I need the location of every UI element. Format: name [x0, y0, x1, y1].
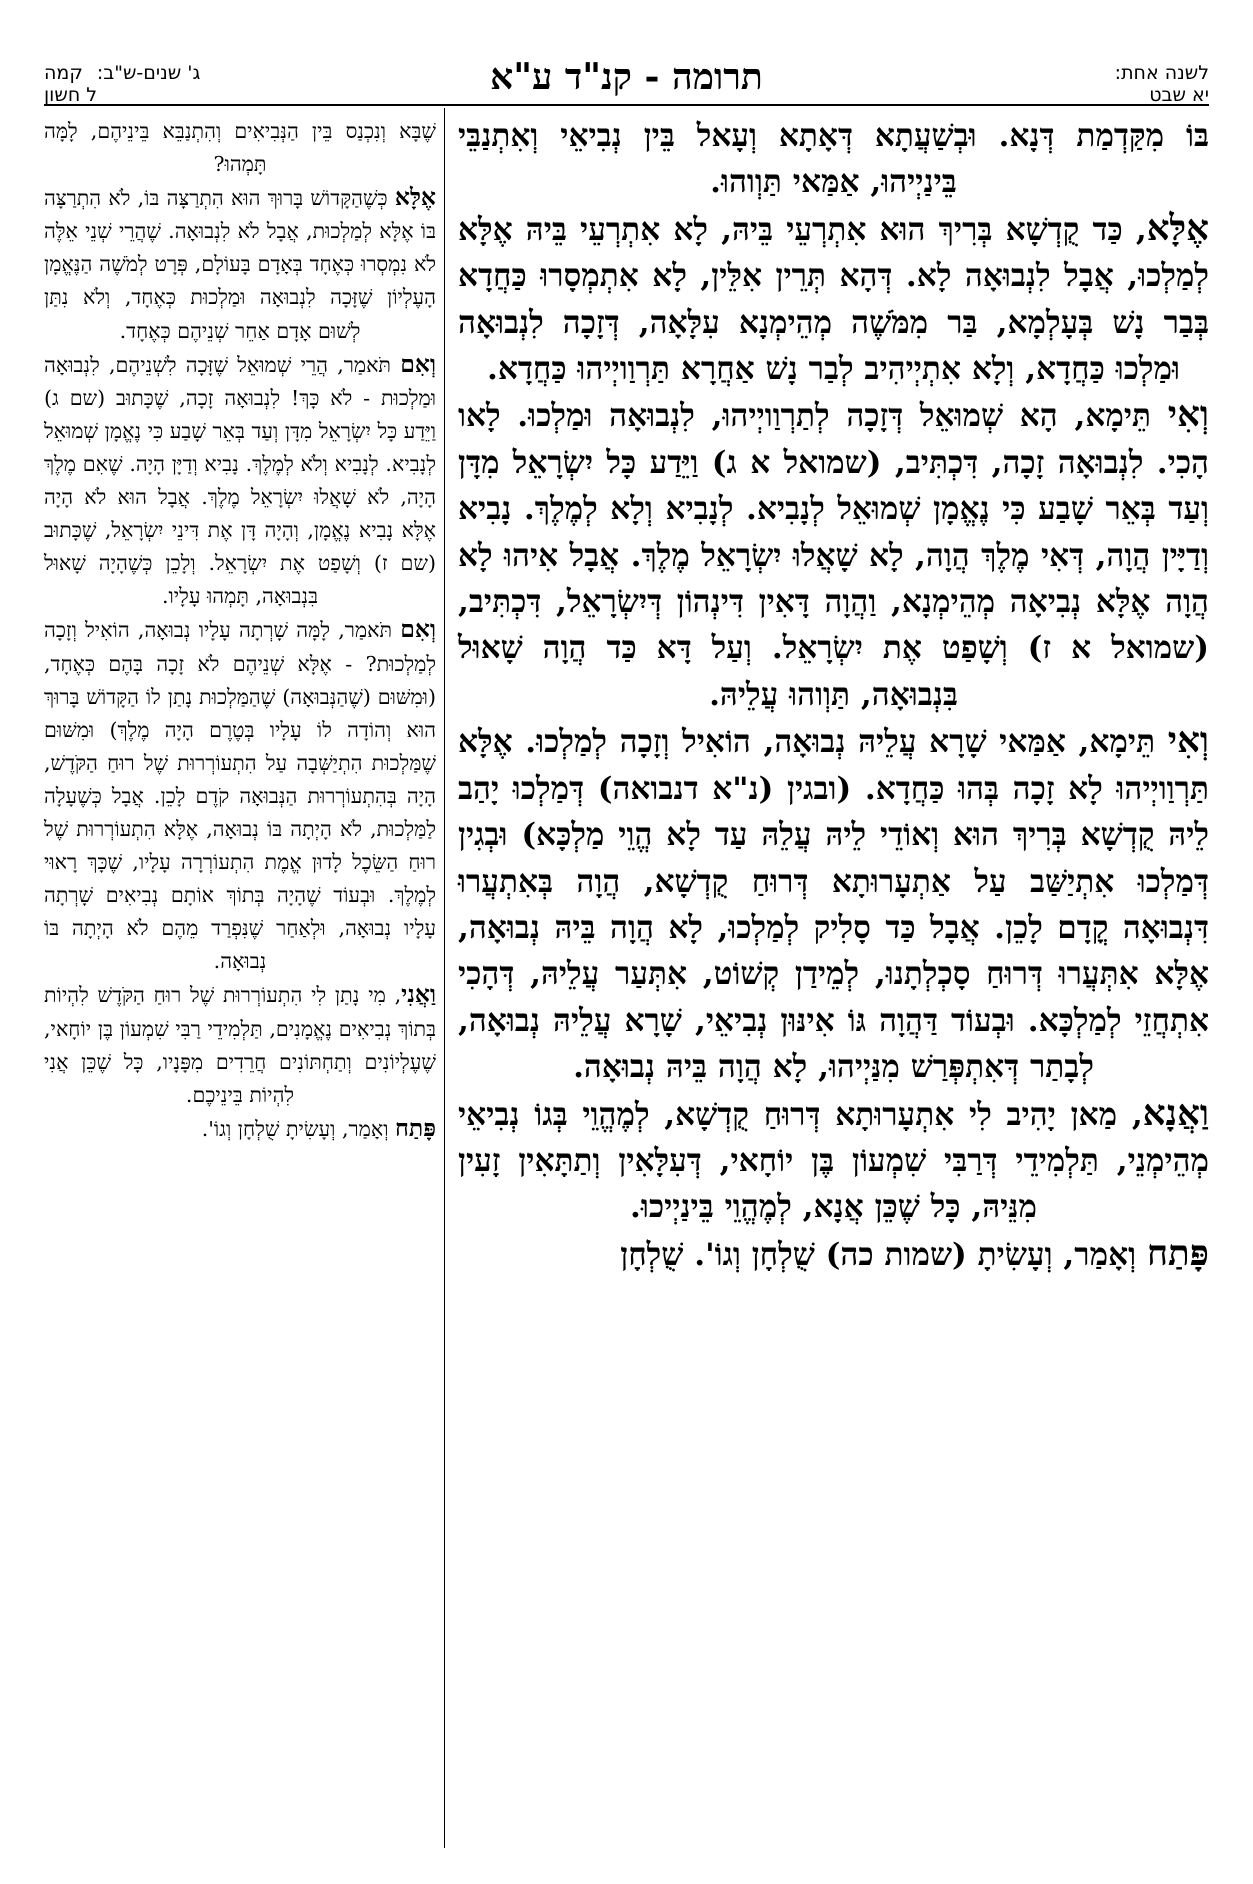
schedule-label-three-years: ג' שנים-ש"ב: [96, 62, 201, 84]
opening-word: פָּתַח [395, 1113, 436, 1142]
translation-paragraph [44, 114, 436, 181]
main-paragraph [458, 112, 1209, 206]
translation-paragraph [44, 1112, 436, 1146]
main-paragraph [458, 718, 1209, 1090]
opening-word: וְאִם [400, 615, 436, 644]
paragraph-text: תֵּימָא, הָא שְׁמוּאֵל דְּזָכָה לְתַרְוַויְיהוּ, לִנְבוּאָה וּמַלְכוּ. לָאו הָכִי. לִנְבוּאָה זָכָה, דִּכְתִּיב, (שמואל א ג) וַיֵּדַע כָּל יִשְׂרָאֵל מִדָּן וְעַד בְּאֵר שָׁבַע כִּי נֶאֱמָן שְׁמוּאֵל לְנָבִיא. לְנָבִיא וְלָא לְמֶלֶךְ. נָבִיא וְדַיָּין הֲוָה, דְּאִי מֶלֶךְ הֲוָה, לָא שָׁאֲלוּ יִשְׂרָאֵל מֶלֶךְ. אֲבָל אִיהוּ לָא הֲוָה אֶלָּא נְבִיאָה מְהֵימְנָא, וַהֲוָה דָּאִין דִּינְהוֹן דְּיִשְׂרָאֵל, דִּכְתִּיב, (שמואל א ז) וְשָׁפַט אֶת יִשְׂרָאֵל. וְעַל דָּא כַּד הֲוָה שָׁאוּל בִּנְבוּאָה, תַּוְוהוּ עֲלֵיהּ. [458, 398, 1209, 713]
page-number: קמה [44, 62, 83, 84]
opening-word: וְאִי [1167, 394, 1209, 436]
page-title: תרומה - קנ"ד ע"א [490, 56, 763, 98]
opening-word: פָּתַח [1146, 1232, 1209, 1274]
main-paragraph [458, 1231, 1209, 1278]
schedule-date-one-year: יא שבט [1149, 84, 1209, 106]
paragraph-text: תֹּאמַר, הֲרֵי שְׁמוּאֵל שֶׁזָּכָה לִשְׁנֵיהֶם, לִנְבוּאָה וּמַלְכוּת - לֹא כָּךְ! לִנְבוּאָה זָכָה, שֶׁכָּתוּב (שם ג) וַיֵּדַע כָּל יִשְׂרָאֵל מִדָּן וְעַד בְּאֵר שָׁבַע כִּי נֶאֱמָן שְׁמוּאֵל לְנָבִיא. לְנָבִיא וְלֹא לְמֶלֶךְ. נָבִיא וְדַיָּן הָיָה. שֶׁאִם מֶלֶךְ הָיָה, לֹא שָׁאֲלוּ יִשְׂרָאֵל מֶלֶךְ. אֲבָל הוּא לֹא הָיָה אֶלָּא נָבִיא נֶאֱמָן, וְהָיָה דָּן אֶת דִּינֵי יִשְׂרָאֵל, שֶׁכָּתוּב (שם ז) וְשָׁפַט אֶת יִשְׂרָאֵל. וְלָכֵן כְּשֶׁהָיָה שָׁאוּל בִּנְבוּאָה, תָּמְהוּ עָלָיו. [44, 352, 436, 609]
main-paragraph [458, 392, 1209, 718]
translation-paragraph [44, 613, 436, 978]
paragraph-text: וְאָמַר, וְעָשִׂיתָ (שמות כה) שֻׁלְחָן וְגוֹ'. שֻׁלְחָן [620, 1236, 1147, 1273]
translation-paragraph [44, 181, 436, 347]
column-divider [444, 108, 445, 1848]
opening-word: אֶלָּא [1146, 207, 1209, 249]
main-paragraph [458, 1091, 1209, 1231]
main-paragraph [458, 206, 1209, 393]
reading-schedule-three-years [44, 62, 200, 106]
paragraph-text: , מַאן יָהִיב לִי אִתְעָרוּתָא דְּרוּחַ קֻדְשָׁא, לְמֶהֱוֵי בְּגוֹ נְבִיאֵי מְהֵימְנֵי, תַּלְמִידֵי דְּרַבִּי שִׁמְעוֹן בֶּן יוֹחָאי, דְּעִלָּאִין וְתַתָּאִין זָעִין מִנֵּיהּ, כָּל שֶׁכֵּן אֲנָא, לְמֶהֱוֵי בֵּינַיְיכוּ. [458, 1096, 1209, 1226]
translation-paragraph [44, 978, 436, 1111]
opening-word: וְאִי [1167, 720, 1209, 762]
paragraph-text: שֶׁבָּא וְנִכְנַס בֵּין הַנְּבִיאִים וְהִתְנַבֵּא בֵּינֵיהֶם, לָמָּה תָּמְהוּ? [44, 119, 436, 177]
paragraph-text: וְאָמַר, וְעָשִׂיתָ שֻׁלְחָן וְגוֹ'. [201, 1116, 396, 1141]
opening-word: אֶלָּא [394, 183, 436, 212]
paragraph-text: תֹּאמַר, לָמָּה שָׁרְתָה עָלָיו נְבוּאָה, הוֹאִיל וְזָכָה לְמַלְכוּת? - אֶלָּא שְׁנֵיהֶם לֹא זָכָה בָּהֶם כְּאֶחָד, (וּמִשּׁוּם (שֶׁהַנְּבוּאָה) שֶׁהַמַּלְכוּת נָתַן לוֹ הַקָּדוֹשׁ בָּרוּךְ הוּא וְהוֹדָה לוֹ עָלָיו בְּטֶרֶם הָיָה מֶלֶךְ) וּמִשּׁוּם שֶׁמַּלְכוּת הִתְיַשְּׁבָה עַל הִתְעוֹרְרוּת שֶׁל רוּחַ הַקֹּדֶשׁ, הָיָה בְּהִתְעוֹרְרוּת הַנְּבוּאָה קֹדֶם לָכֵן. אֲבָל כְּשֶׁעָלָה לַמַּלְכוּת, לֹא הָיְתָה בּוֹ נְבוּאָה, אֶלָּא הִתְעוֹרְרוּת שֶׁל רוּחַ הַשֵּׂכֶל לָדוּן אֱמֶת הִתְעוֹרְרָה עָלָיו, שֶׁכָּךְ רָאוּי לְמֶלֶךְ. וּבְעוֹד שֶׁהָיָה בְּתוֹךְ אוֹתָם נְבִיאִים שָׁרְתָה עָלָיו נְבוּאָה, וּלְאַחַר שֶׁנִּפְרַד מֵהֶם לֹא הָיְתָה בּוֹ נְבוּאָה. [44, 618, 436, 974]
paragraph-text: , כַּד קֻדְשָׁא בְּרִיךְ הוּא אִתְרְעֵי בֵּיהּ, לָא אִתְרְעֵי בֵּיהּ אֶלָּא לְמַלְכוּ, אֲבָל לִנְבוּאָה לָא. דְּהָא תְּרֵין אִלֵּין, לָא אִתְמְסָרוּ כַּחֲדָא בְּבַר נָשׁ בְּעָלְמָא, בַּר מִמֹּשֶׁה מְהֵימְנָא עִלָּאָה, דְּזָכָה לִנְבוּאָה וּמַלְכוּ כַּחֲדָא, וְלָא אִתְיְיהִיב לְבַר נָשׁ אַחֲרָא תַּרְוַויְיהוּ כַּחֲדָא. [458, 211, 1209, 388]
header-divider [44, 104, 1209, 106]
main-text-column [458, 112, 1209, 1278]
translation-column [44, 114, 436, 1146]
paragraph-text: תֵּימָא, אַמַּאי שָׁרָא עֲלֵיהּ נְבוּאָה, הוֹאִיל וְזָכָה לְמַלְכוּ. אֶלָּא תַּרְוַויְיהוּ לָא זָכָה בְּהוּ כַּחֲדָא. (ובגין (נ"א דנבואה) דְּמַלְכוּ יָהַב לֵיהּ קֻדְשָׁא בְּרִיךְ הוּא וְאוֹדֵי לֵיהּ עֲלֵהּ עַד לָא הֱוֵי מַלְכָּא) וּבְגִין דְּמַלְכוּ אִתְיַשַּׁב עַל אַתְעָרוּתָא דְּרוּחַ קֻדְשָׁא, הֲוָה בְּאִתְעֲרוּ דִּנְבוּאָה קֳדָם לָכֵן. אֲבָל כַּד סָלִיק לְמַלְכוּ, לָא הֲוָה בֵּיהּ נְבוּאָה, אֶלָּא אִתְּעֲרוּ דְּרוּחַ סָכְלְתָנוּ, לְמֵידַן קְשׁוֹט, אִתְּעַר עֲלֵיהּ, דְּהָכִי אִתְחֲזֵי לְמַלְכָּא. וּבְעוֹד דַּהֲוָה גּוֹ אִינּוּן נְבִיאֵי, שָׁרָא עֲלֵיהּ נְבוּאָה, לְבָתַר דְּאִתְפְּרַשׁ מִנַּיְיהוּ, לָא הֲוָה בֵּיהּ נְבוּאָה. [458, 724, 1209, 1086]
schedule-label-one-year: לשנה אחת: [1114, 62, 1209, 84]
schedule-date-three-years: ל חשון [44, 84, 98, 106]
paragraph-text: בּוֹ מִקַּדְמַת דְּנָא. וּבְשַׁעֲתָא דְּאָתָא וְעָאל בֵּין נְבִיאֵי וְאִתְנַבֵּי בֵּינַיְיהוּ, אַמַּאי תַּוְוהוּ. [458, 118, 1209, 201]
translation-paragraph [44, 348, 436, 614]
paragraph-text: כְּשֶׁהַקָּדוֹשׁ בָּרוּךְ הוּא הִתְרַצָּה בּוֹ, לֹא הִתְרַצָּה בּוֹ אֶלָּא לְמַלְכוּת, אֲבָל לֹא לִנְבוּאָה. שֶׁהֲרֵי שְׁנֵי אֵלֶּה לֹא נִמְסְרוּ כְּאֶחָד בְּאָדָם בָּעוֹלָם, פְּרָט לְמֹשֶׁה הַנֶּאֱמָן הָעֶלְיוֹן שֶׁזָּכָה לִנְבוּאָה וּמַלְכוּת כְּאֶחָד, וְלֹא נִתַּן לְשׁוּם אָדָם אַחֵר שְׁנֵיהֶם כְּאֶחָד. [44, 186, 436, 343]
opening-word: וְאִם [400, 349, 436, 378]
opening-word: וַאֲנִי [401, 980, 436, 1009]
opening-word: וַאֲנָא [1142, 1092, 1209, 1134]
paragraph-text: , מִי נָתַן לִי הִתְעוֹרְרוּת שֶׁל רוּחַ הַקֹּדֶשׁ לִהְיוֹת בְּתוֹךְ נְבִיאִים נֶאֱמָנִים, תַּלְמִידֵי רַבִּי שִׁמְעוֹן בֶּן יוֹחָאי, שֶׁעֶלְיוֹנִים וְתַחְתּוֹנִים חֲרֵדִים מִפָּנָיו, כָּל שֶׁכֵּן אֲנִי לִהְיוֹת בֵּינֵיכֶם. [44, 983, 436, 1107]
